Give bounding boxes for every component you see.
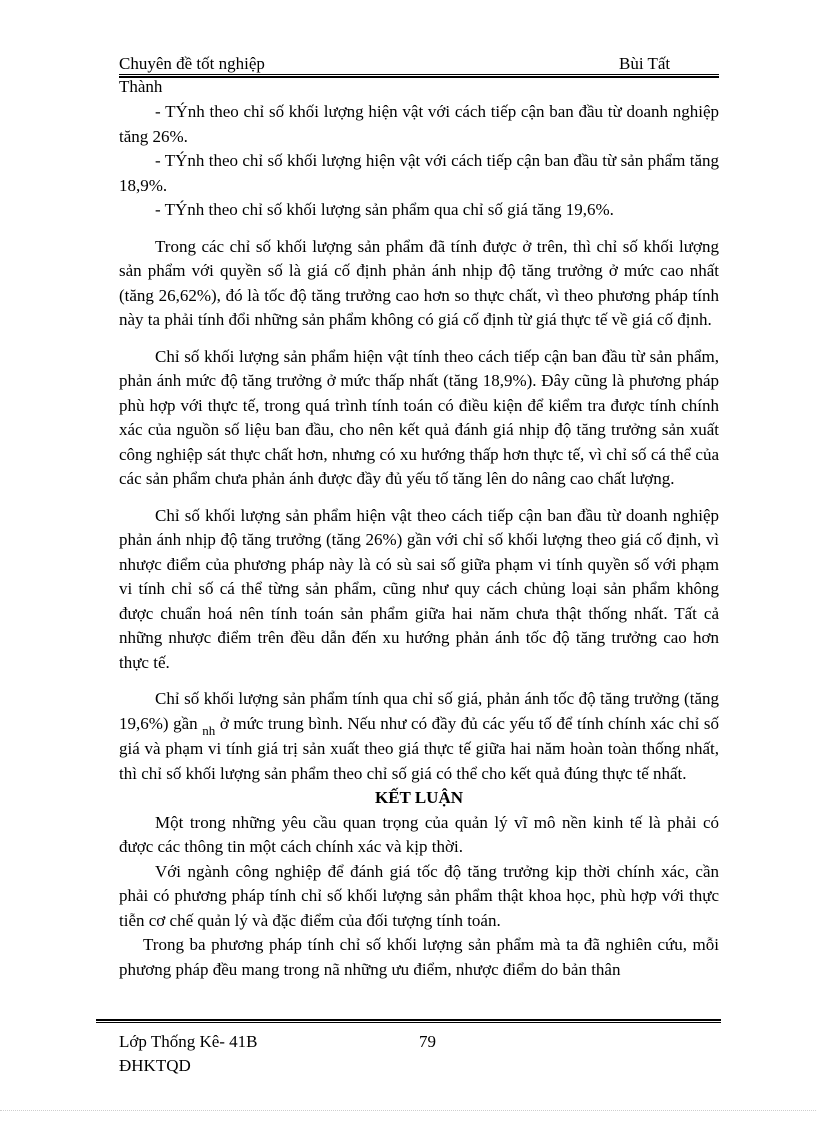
- header-rule: [119, 74, 719, 78]
- paragraph: Một trong những yêu cầu quan trọng của quản lý vĩ mô nền kinh tế là phải có được các thông tin một cách chính xác và kịp thời.: [119, 812, 719, 856]
- bullet-item: - TÝnh theo chỉ số khối lượng hiện vật với cách tiếp cận ban đầu từ sản phẩm tăng 18,9%.: [119, 151, 719, 195]
- bullet-item: - TÝnh theo chỉ số khối lượng hiện vật với cách tiếp cận ban đầu từ doanh nghiệp tăng 26%.: [119, 102, 719, 146]
- header-author-continuation: Thành: [119, 77, 163, 96]
- paragraph: Trong các chỉ số khối lượng sản phẩm đã tính được ở trên, thì chỉ số khối lượng sản phẩm với quyền số là giá cố định phản ánh nhịp độ tăng trưởng ở mức cao nhất (tăng 26,62%), đó là tốc độ tăng trưởng cao hơn so thực chất, vì theo phương pháp tính này ta phải tính đổi những sản phẩm không có giá cố định từ giá thực tế về giá cố định.: [119, 236, 719, 329]
- footer-class: Lớp Thống Kê- 41B: [119, 1032, 258, 1051]
- header-author: Bùi Tất: [619, 54, 671, 73]
- paragraph: Chỉ số khối lượng sản phẩm hiện vật tính theo cách tiếp cận ban đầu từ sản phẩm, phản ánh mức độ tăng trưởng ở mức thấp nhất (tăng 18,9%). Đây cũng là phương pháp phù hợp với thực tế, trong quá trình tính toán có điều kiện để kiểm tra được tính chính xác của nguồn số liệu ban đầu, cho nên kết quả đánh giá nhịp độ tăng trưởng sản xuất công nghiệp sát thực chất hơn, nhưng có xu hướng thấp hơn thực tế, vì chỉ số cá thể của các sản phẩm chưa phản ánh được đầy đủ yếu tố tăng lên do nâng cao chất lượng.: [119, 346, 719, 488]
- conclusion-heading: KẾT LUẬN: [374, 788, 463, 807]
- paragraph-text: Chỉ số khối lượng sản phẩm tính qua chỉ số giá, phản ánh tốc độ tăng trưởng (tăng 19,6%) gần: [119, 689, 719, 733]
- page-bottom-border: [0, 1110, 816, 1111]
- bullet-item: - TÝnh theo chỉ số khối lượng sản phẩm qua chỉ số giá tăng 19,6%.: [155, 200, 614, 219]
- paragraph: Với ngành công nghiệp để đánh giá tốc độ tăng trưởng kịp thời chính xác, cần phải có phương pháp tính chỉ số khối lượng sản phẩm thật khoa học, phù hợp với thực tiễn cơ chế quản lý và đặc điểm của đối tượng tính toán.: [119, 861, 719, 930]
- document-body: [119, 100, 719, 982]
- footer-school: ĐHKTQD: [119, 1056, 191, 1075]
- paragraph-text: ở mức trung bình. Nếu như có đầy đủ các yếu tố để tính chính xác chỉ số giá và phạm vi tính giá trị sản xuất theo giá thực tế giữa hai năm hoàn toàn thống nhất, thì chỉ số khối lượng sản phẩm theo chỉ số giá có thể cho kết quả đúng thực tế nhất.: [119, 713, 719, 783]
- header-title: Chuyên đề tốt nghiệp: [119, 54, 265, 73]
- paragraph: Chỉ số khối lượng sản phẩm hiện vật theo cách tiếp cận ban đầu từ doanh nghiệp phản ánh nhịp độ tăng trưởng (tăng 26%) gần với chỉ số khối lượng theo giá cố định, vì nhược điểm của phương pháp này là có sù sai số giữa phạm vi tính quyền số với phạm vi tính chỉ số cá thể từng sản phẩm, cũng như quy cách chủng loại sản phẩm không được chuẩn hoá nên tính toán sản phẩm giữa hai năm chưa thật thống nhất. Tất cả những nhược điểm trên đều dẫn đến xu hướng phản ánh tốc độ tăng trưởng cao hơn thực tế.: [119, 505, 719, 672]
- paragraph: Trong ba phương pháp tính chỉ số khối lượng sản phẩm mà ta đã nghiên cứu, mỗi phương pháp đều mang trong nã những ưu điểm, nhược điểm do bản thân: [119, 935, 719, 979]
- footer-rule: [96, 1019, 721, 1023]
- paragraph: [119, 687, 719, 786]
- subscript-fragment: nh: [202, 722, 216, 738]
- page-number: 79: [419, 1032, 436, 1051]
